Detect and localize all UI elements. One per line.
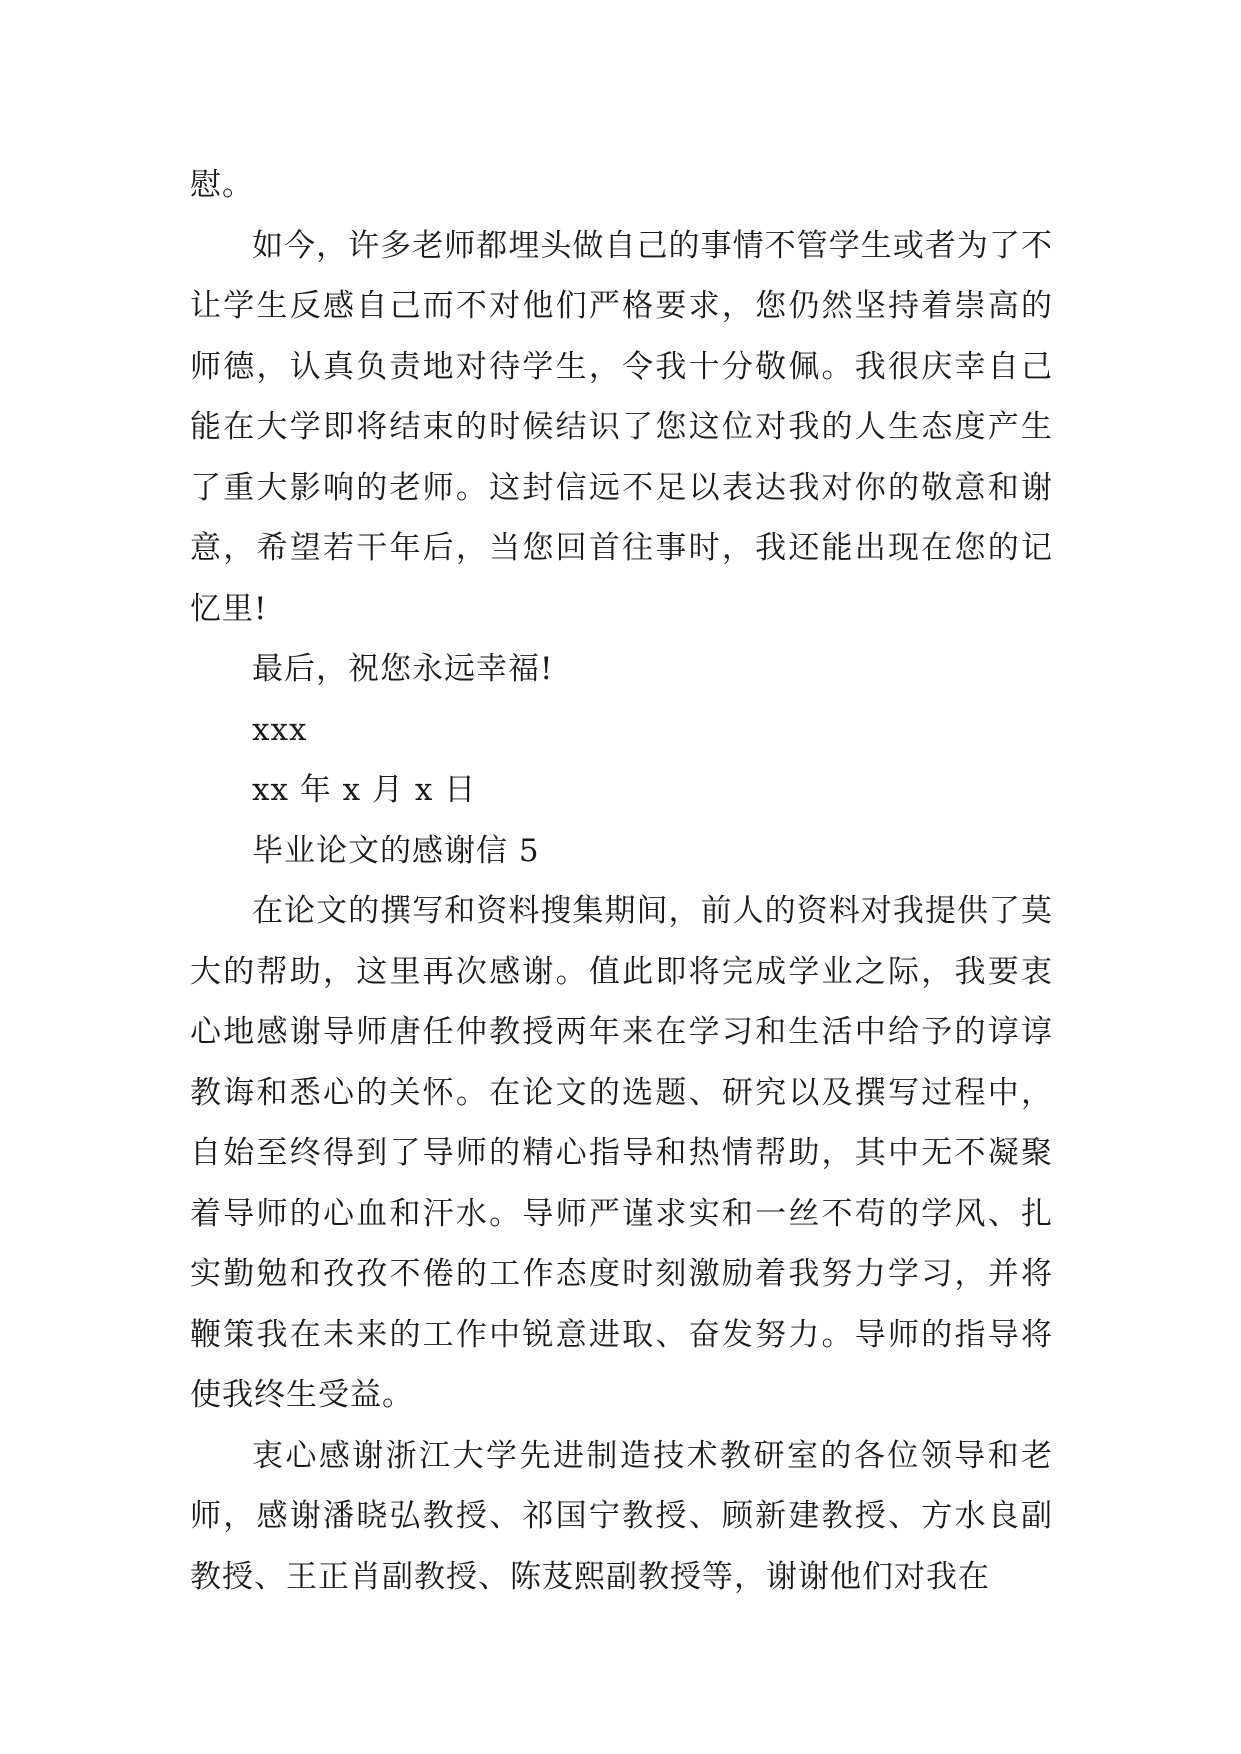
paragraph-advisor-thanks: 在论文的撰写和资料搜集期间，前人的资料对我提供了莫大的帮助，这里再次感谢。值此即将完成学业之际，我要衷心地感谢导师唐任仲教授两年来在学习和生活中给予的谆谆教诲和悉心的关怀。在论文的选题、研究以及撰写过程中，自始至终得到了导师的精心指导和热情帮助，其中无不凝聚着导师的心血和汗水。导师严谨求实和一丝不苟的学风、扎实勤勉和孜孜不倦的工作态度时刻激励着我努力学习，并将鞭策我在未来的工作中锐意进取、奋发努力。导师的指导将使我终生受益。 [190, 893, 1053, 1413]
section-heading: 毕业论文的感谢信 5 [252, 832, 540, 869]
paragraph-continuation: 慰。 [190, 167, 254, 203]
paragraph-faculty-thanks: 衷心感谢浙江大学先进制造技术教研室的各位领导和老师，感谢潘晓弘教授、祁国宁教授、顾新建教授、方水良副教授、王正肖副教授、陈芨熙副教授等，谢谢他们对我在 [190, 1437, 1053, 1595]
paragraph-praise: 如今，许多老师都埋头做自己的事情不管学生或者为了不让学生反感自己而不对他们严格要求，您仍然坚持着崇高的师德，认真负责地对待学生，令我十分敬佩。我很庆幸自己能在大学即将结束的时候结识了您这位对我的人生态度产生了重大影响的老师。这封信远不足以表达我对你的敬意和谢意，希望若干年后，当您回首往事时，我还能出现在您的记忆里! [190, 227, 1053, 627]
closing-wish: 最后，祝您永远幸福! [252, 651, 554, 687]
signature: xxx [252, 711, 308, 748]
date-line: xx 年 x 月 x 日 [252, 772, 477, 808]
letter-body [190, 155, 1053, 1607]
